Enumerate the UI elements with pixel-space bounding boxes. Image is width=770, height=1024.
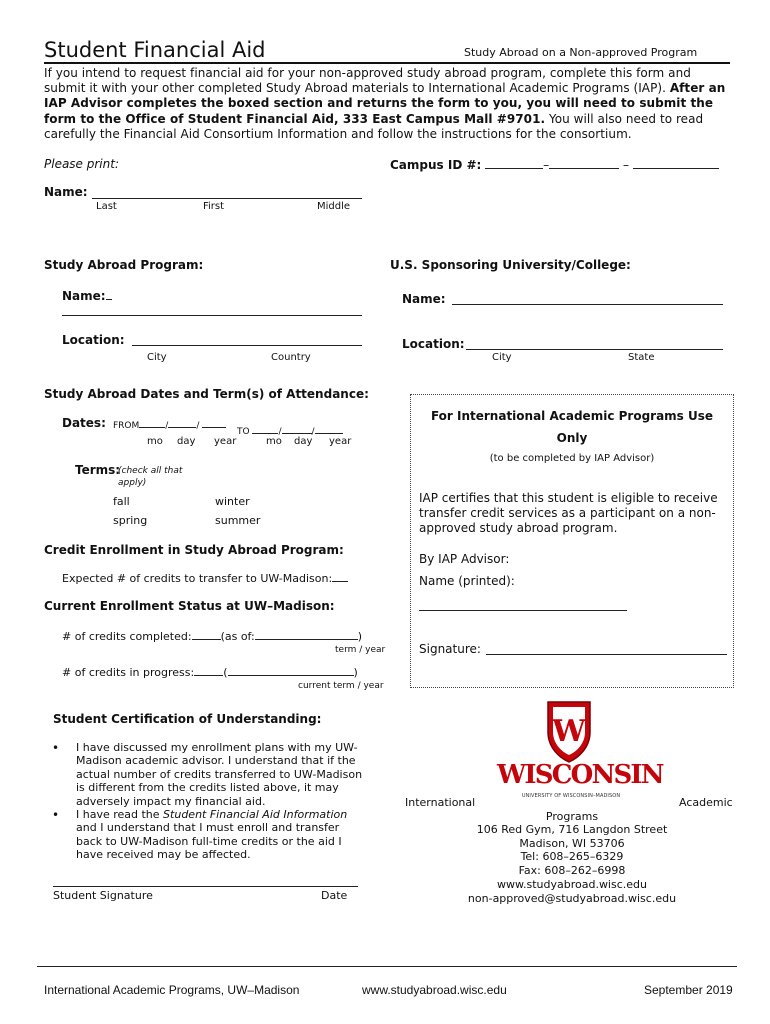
from-day-field[interactable] bbox=[168, 419, 196, 428]
slash: / bbox=[278, 427, 282, 437]
dates-heading: Study Abroad Dates and Term(s) of Attendance: bbox=[44, 387, 369, 401]
org-name-left: International bbox=[405, 796, 476, 809]
logo-tagline: UNIVERSITY OF WISCONSIN–MADISON bbox=[521, 793, 621, 799]
program-city-caption: City bbox=[147, 352, 167, 363]
date-caption: Date bbox=[321, 889, 348, 902]
sponsor-state-caption: State bbox=[628, 352, 655, 363]
sponsor-location-label: Location: bbox=[402, 337, 465, 351]
paren-close: ) bbox=[353, 666, 358, 679]
name-first-caption: First bbox=[203, 201, 225, 212]
current-term-field[interactable] bbox=[228, 665, 354, 676]
bullet2-text-italic: Student Financial Aid Information bbox=[163, 808, 348, 821]
credit-enrollment-heading: Credit Enrollment in Study Abroad Program: bbox=[44, 543, 344, 557]
contact-tel: Tel: 608–265–6329 bbox=[520, 850, 624, 863]
term-fall-label: fall bbox=[113, 495, 130, 508]
campus-id-part3[interactable] bbox=[633, 157, 719, 169]
iap-name-printed-label: Name (printed): bbox=[419, 574, 515, 588]
program-location-label: Location: bbox=[62, 333, 125, 347]
terms-note: (check all that apply) bbox=[118, 466, 183, 488]
term-summer[interactable] bbox=[215, 514, 260, 527]
credits-completed-row bbox=[62, 629, 362, 643]
bullet2-text-pre: I have read the bbox=[76, 808, 164, 821]
program-location-field[interactable] bbox=[132, 345, 362, 346]
intro-text-2: You will also need to read carefully the Financial Aid Consortium Information and follow the instructions for the consortium. bbox=[44, 111, 704, 141]
to-year-caption: year bbox=[329, 436, 352, 447]
footer-rule bbox=[37, 966, 737, 967]
from-day-caption: day bbox=[177, 436, 196, 447]
paren-open: ( bbox=[223, 666, 228, 679]
contact-city: Madison, WI 53706 bbox=[519, 837, 625, 850]
sponsor-city-caption: City bbox=[492, 352, 512, 363]
to-day-caption: day bbox=[294, 436, 313, 447]
student-signature-caption: Student Signature bbox=[53, 889, 153, 902]
as-of-term-field[interactable] bbox=[255, 629, 358, 640]
credits-in-progress-field[interactable] bbox=[194, 665, 223, 676]
term-winter-label: winter bbox=[215, 495, 250, 508]
org-name-line2: Programs bbox=[545, 810, 599, 823]
dates-label: Dates: bbox=[62, 416, 106, 430]
iap-signature-label: Signature: bbox=[419, 642, 481, 656]
slash: / bbox=[311, 427, 315, 437]
paren-close: ) bbox=[357, 630, 363, 643]
certification-heading: Student Certification of Understanding: bbox=[53, 712, 322, 726]
footer-center[interactable]: www.studyabroad.wisc.edu bbox=[362, 983, 507, 997]
student-signature-field[interactable] bbox=[53, 886, 358, 887]
credits-completed-label: # of credits completed: bbox=[62, 630, 192, 643]
iap-signature-field[interactable] bbox=[486, 654, 727, 655]
iap-box-title-2: Only bbox=[556, 431, 588, 445]
terms-label: Terms: bbox=[75, 463, 121, 477]
term-year-caption: term / year bbox=[335, 645, 386, 655]
program-heading: Study Abroad Program: bbox=[44, 258, 204, 272]
program-name-label-text: Name: bbox=[62, 289, 106, 303]
credits-in-progress-label: # of credits in progress: bbox=[62, 666, 195, 679]
term-summer-label: summer bbox=[215, 514, 261, 527]
footer-left: International Academic Programs, UW–Madison bbox=[44, 983, 300, 997]
expected-credits-row bbox=[62, 571, 348, 585]
header-rule bbox=[44, 62, 730, 64]
dates-from-label: FROM bbox=[113, 421, 140, 431]
credits-in-progress-row bbox=[62, 665, 358, 679]
contact-address: 106 Red Gym, 716 Langdon Street bbox=[476, 823, 668, 836]
from-year-caption: year bbox=[214, 436, 237, 447]
program-country-caption: Country bbox=[271, 352, 311, 363]
iap-box-title-1: For International Academic Programs Use bbox=[430, 409, 714, 423]
logo-wordmark: WISCONSIN bbox=[497, 760, 663, 790]
form-subtitle: Study Abroad on a Non-approved Program bbox=[464, 46, 698, 59]
iap-box-statement: IAP certifies that this student is eligible to receive transfer credit services as a participant on a non-approved study abroad program. bbox=[419, 491, 718, 535]
campus-id-part1[interactable] bbox=[485, 157, 543, 169]
page-title: Student Financial Aid bbox=[44, 38, 266, 62]
to-month-field[interactable] bbox=[252, 425, 278, 434]
term-spring[interactable] bbox=[113, 514, 147, 527]
bullet-icon: • bbox=[52, 808, 60, 822]
sponsor-name-field[interactable] bbox=[452, 304, 723, 305]
credits-completed-field[interactable] bbox=[192, 629, 221, 640]
slash: / bbox=[165, 421, 169, 431]
certification-bullet-2 bbox=[76, 808, 364, 862]
contact-email[interactable]: non-approved@studyabroad.wisc.edu bbox=[467, 892, 677, 905]
campus-id-sep2: – bbox=[622, 158, 629, 172]
from-month-field[interactable] bbox=[139, 419, 165, 428]
footer-right: September 2019 bbox=[644, 983, 733, 997]
contact-fax: Fax: 608–262–6998 bbox=[518, 864, 626, 877]
dates-to-label: TO bbox=[237, 427, 250, 437]
expected-credits-label: Expected # of credits to transfer to UW-Madison: bbox=[62, 572, 333, 585]
program-name-field[interactable] bbox=[62, 315, 362, 316]
org-name-right: Academic bbox=[679, 796, 733, 809]
bullet-icon: • bbox=[52, 741, 60, 755]
current-term-year-caption: current term / year bbox=[298, 681, 384, 691]
sponsor-heading: U.S. Sponsoring University/College: bbox=[390, 258, 631, 272]
campus-id-part2[interactable] bbox=[549, 157, 619, 169]
term-fall[interactable] bbox=[113, 495, 130, 508]
name-middle-caption: Middle bbox=[317, 201, 351, 212]
name-field[interactable] bbox=[92, 198, 362, 199]
program-name-label bbox=[62, 288, 112, 303]
print-label: Please print: bbox=[44, 157, 119, 171]
campus-id-sep1: – bbox=[543, 158, 550, 172]
logo-letter: W bbox=[552, 714, 586, 749]
iap-box-subtitle: (to be completed by IAP Advisor) bbox=[489, 453, 655, 464]
to-day-field[interactable] bbox=[282, 425, 312, 434]
intro-text-bold: After an IAP Advisor completes the boxed section and returns the form to you, you will need to submit the form to the Office of Student Financial Aid, 333 East Campus Mall #9701. bbox=[44, 81, 726, 126]
from-mo-caption: mo bbox=[147, 436, 163, 447]
name-label: Name: bbox=[44, 185, 88, 199]
bullet2-text-post: and I understand that I must enroll and transfer back to UW-Madison full-time credits or the aid I have received may be affected. bbox=[76, 821, 342, 862]
sponsor-location-field[interactable] bbox=[466, 349, 723, 350]
to-mo-caption: mo bbox=[266, 436, 282, 447]
iap-by-advisor: By IAP Advisor: bbox=[419, 552, 510, 566]
sponsor-name-label: Name: bbox=[402, 292, 446, 306]
uw-crest-logo bbox=[544, 696, 594, 764]
certification-bullet-1: I have discussed my enrollment plans with my UW-Madison academic advisor. I understand that if the actual number of credits transferred to UW-Madison is different from the credits listed above, it may adversely impact my financial aid. bbox=[76, 741, 363, 808]
intro-text-1: If you intend to request financial aid for your non-approved study abroad program, complete this form and submit it with your other completed Study Abroad materials to International Academic Programs (IAP). bbox=[44, 66, 691, 96]
from-year-field[interactable] bbox=[202, 419, 226, 428]
term-winter[interactable] bbox=[215, 495, 250, 508]
current-enrollment-heading: Current Enrollment Status at UW–Madison: bbox=[44, 599, 335, 613]
as-of-label: (as of: bbox=[220, 630, 255, 643]
dates-from-row bbox=[113, 419, 226, 431]
dates-to-row bbox=[237, 425, 343, 437]
campus-id-row bbox=[390, 157, 719, 172]
term-spring-label: spring bbox=[113, 514, 148, 527]
campus-id-label: Campus ID #: bbox=[390, 158, 482, 172]
iap-name-printed-field[interactable] bbox=[419, 610, 627, 611]
contact-web[interactable]: www.studyabroad.wisc.edu bbox=[497, 878, 647, 891]
slash: / bbox=[196, 421, 200, 431]
expected-credits-field[interactable] bbox=[332, 571, 348, 582]
intro-paragraph bbox=[44, 66, 734, 142]
to-year-field[interactable] bbox=[315, 425, 343, 434]
name-last-caption: Last bbox=[96, 201, 117, 212]
